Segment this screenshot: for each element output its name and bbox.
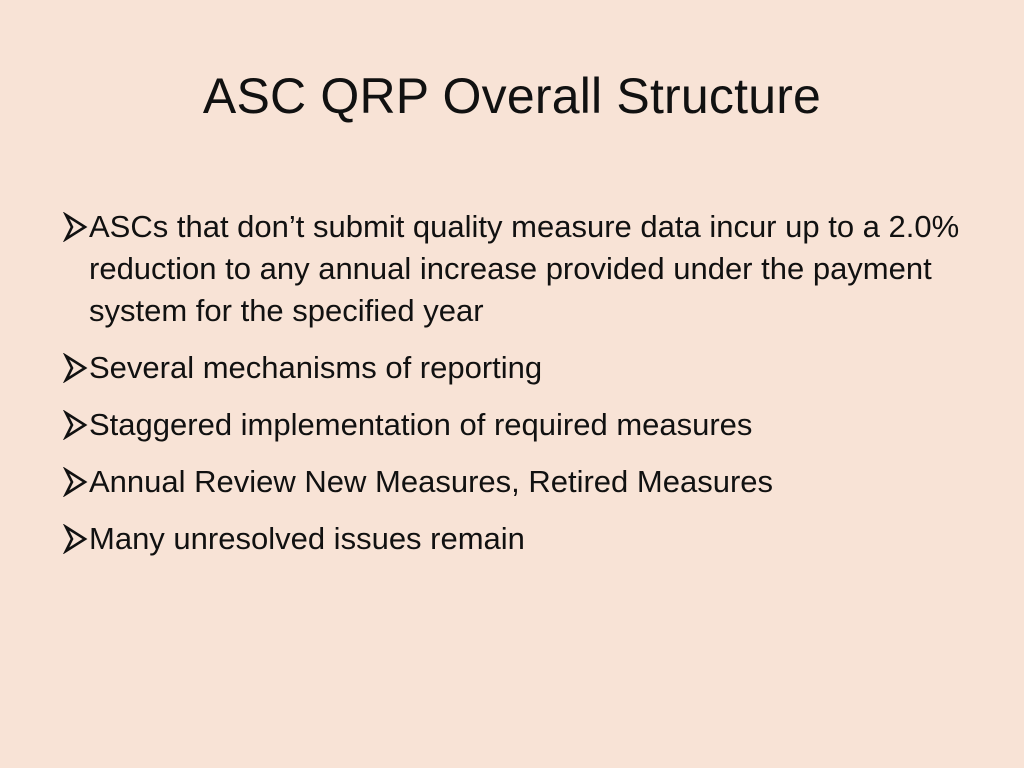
arrow-bullet-icon (62, 212, 88, 242)
arrow-bullet-icon (62, 410, 88, 440)
bullet-text: Many unresolved issues remain (89, 521, 525, 556)
arrow-bullet-icon (62, 467, 88, 497)
bullet-item-unresolved-issues (62, 518, 1002, 560)
bullet-text: ASCs that don’t submit quality measure data incur up to a 2.0% reduction to any annual increase provided under the payment system for the specified year (89, 209, 960, 328)
bullet-list (62, 206, 1002, 575)
arrow-bullet-icon (62, 353, 88, 383)
slide-title: ASC QRP Overall Structure (202, 68, 822, 124)
arrow-bullet-icon (62, 524, 88, 554)
bullet-item-reporting (62, 347, 1002, 389)
bullet-item-annual-review (62, 461, 1002, 503)
bullet-text: Staggered implementation of required measures (89, 407, 753, 442)
bullet-item-implementation (62, 404, 1002, 446)
bullet-text: Several mechanisms of reporting (89, 350, 543, 385)
bullet-text: Annual Review New Measures, Retired Measures (89, 464, 774, 499)
bullet-item-reduction (62, 206, 1002, 332)
